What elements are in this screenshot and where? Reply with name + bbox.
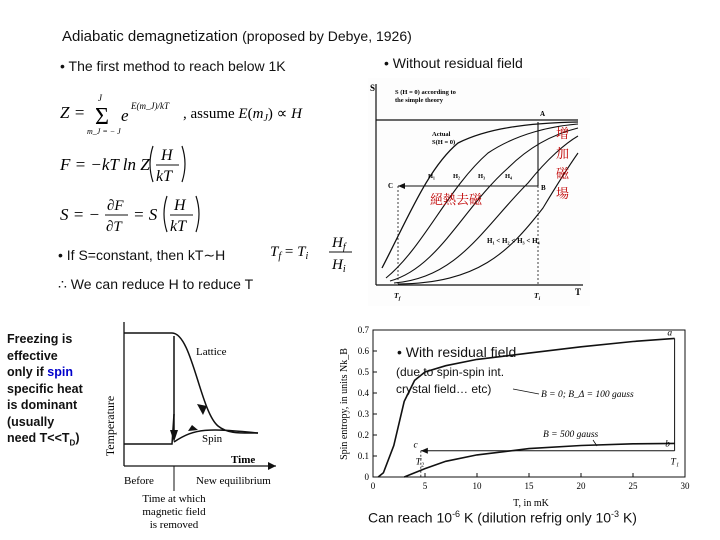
footer-note xyxy=(368,509,637,526)
label-actual-2: S(H = 0) xyxy=(432,139,456,146)
annotation-3: T₂ xyxy=(415,457,425,468)
label-removed-1: Time at which xyxy=(142,493,206,505)
adiabatic-arrowhead xyxy=(421,448,428,454)
freeze-subscript: D xyxy=(69,438,76,448)
label-h2: H₂ xyxy=(453,173,461,180)
footer-part-2: K (dilution refrig only 10 xyxy=(460,509,612,526)
footer-part-3: K) xyxy=(619,509,637,526)
freeze-line-2: effective xyxy=(7,348,58,363)
label-h1: H₁ xyxy=(428,173,436,180)
series-label-1: B = 500 gauss xyxy=(543,430,599,440)
eq-tf xyxy=(268,228,368,278)
y-tick-label-2: 0.2 xyxy=(357,430,369,440)
freeze-line-7-main: need T<<T xyxy=(7,431,70,445)
label-simple-theory-2: the simple theory xyxy=(395,97,444,104)
eq-z-assume: , assume $E(m_J) \propto H$ xyxy=(183,106,302,124)
freeze-closing: ) xyxy=(75,431,80,445)
x-tick-label-3: 15 xyxy=(524,481,534,491)
footer-part-1: Can reach 10 xyxy=(368,509,453,526)
y-tick-label-5: 0.5 xyxy=(357,367,369,377)
entropy-diagram-figure xyxy=(368,78,590,306)
spin-entropy-chart xyxy=(335,322,700,520)
spin-curve-pre xyxy=(124,414,174,444)
annotation-2: c xyxy=(413,440,418,451)
eq-z-e: e xyxy=(121,106,129,125)
x-tick-label-6: 30 xyxy=(680,481,690,491)
label-increase-4: 場 xyxy=(556,186,570,201)
eq-s-kt: kT xyxy=(170,218,186,235)
eq-s-lhs: S = − xyxy=(60,205,100,224)
y-tick-label-1: 0.1 xyxy=(357,451,369,461)
eq-s-h: H xyxy=(174,197,186,214)
chart-xlabel: T, in mK xyxy=(513,498,549,509)
title-subtitle: (proposed by Debye, 1926) xyxy=(242,28,412,44)
chart-ylabel: Spin entropy, in units Nk_B xyxy=(339,348,350,460)
therefore-line: ∴ We can reduce H to reduce T xyxy=(58,276,254,292)
annotation-4: T₁ xyxy=(670,457,680,468)
x-tick-label-4: 20 xyxy=(576,481,586,491)
label-c: C xyxy=(388,182,394,190)
eq-z-exp: E(m_J)/kT xyxy=(131,101,169,111)
x-tick-label-0: 0 xyxy=(370,481,376,491)
temp-ylabel: Temperature xyxy=(103,395,117,457)
label-a: A xyxy=(540,110,546,118)
y-tick-label-7: 0.7 xyxy=(357,325,369,335)
y-tick-label-0: 0 xyxy=(364,472,369,482)
label-removed-2: magnetic field xyxy=(142,506,206,518)
y-tick-label-6: 0.6 xyxy=(357,346,369,356)
label-actual: Actual xyxy=(432,131,451,138)
lattice-curve xyxy=(124,333,258,433)
eq-z-sigma: Σ xyxy=(95,104,109,130)
x-tick-label-1: 5 xyxy=(422,481,428,491)
eq-f-num: H xyxy=(161,147,173,164)
label-time: Time xyxy=(231,454,256,466)
eq-s-num: ∂F xyxy=(107,198,124,214)
label-order: H₁ < H₂ < H₃ < H₄ xyxy=(487,237,540,245)
caption-without-residual: • Without residual field xyxy=(384,55,523,71)
x-tick-label-5: 25 xyxy=(628,481,638,491)
svg-text:Tf = Ti: $T_f = T_i$ xyxy=(270,244,309,262)
y-tick-label-4: 0.4 xyxy=(357,388,369,398)
eq-f-den: kT xyxy=(156,168,172,185)
freeze-blue-word: spin xyxy=(47,365,73,379)
temperature-time-figure xyxy=(100,316,292,538)
eq-z-sum-top: J xyxy=(98,93,102,103)
label-removed-3: is removed xyxy=(149,519,199,531)
svg-text:Hf: $H_f$ xyxy=(332,235,346,253)
eq-z-lhs: Z = xyxy=(60,103,86,122)
label-h4: H₄ xyxy=(505,173,513,180)
freeze-line-7 xyxy=(7,430,97,452)
series-label-0: B = 0; B_Δ = 100 gauss xyxy=(541,390,634,400)
freeze-line-4: specific heat xyxy=(7,381,83,396)
label-adiabatic-chinese: 絕熱去磁 xyxy=(430,192,483,207)
eq-z-sum-bottom: m_J = − J xyxy=(87,127,121,136)
label-spin: Spin xyxy=(202,433,223,445)
label-lattice: Lattice xyxy=(196,346,227,358)
title-main: Adiabatic demagnetization xyxy=(62,28,238,45)
label-b: B xyxy=(541,184,546,192)
label-simple-theory: S (H = 0) according to xyxy=(395,89,456,96)
eq-s-rhs: = S xyxy=(133,205,158,224)
eq-s-den: ∂T xyxy=(106,219,122,235)
footer-exp-2: -3 xyxy=(611,509,620,519)
freeze-line-6: (usually xyxy=(7,414,55,429)
caption-with-residual: • With residual field xyxy=(397,344,517,360)
annotation-1: b xyxy=(665,439,670,450)
label-increase-1: 增 xyxy=(556,126,570,141)
eq-f-lhs: F = −kT ln Z xyxy=(60,155,150,174)
label-increase-3: 磁 xyxy=(556,166,570,181)
freezing-note xyxy=(7,331,97,452)
freeze-line-3: only if spin xyxy=(7,365,73,379)
bullet-constant-s: • If S=constant, then kT∼H xyxy=(58,247,226,263)
label-new-equilibrium: New equilibrium xyxy=(196,475,271,487)
bullet-first-method: • The first method to reach below 1K xyxy=(60,58,286,74)
freeze-line-5: is dominant xyxy=(7,398,78,412)
series-line-1 xyxy=(404,440,674,477)
label-before: Before xyxy=(124,475,154,487)
footer-exp-1: -6 xyxy=(452,509,461,519)
x-tick-label-2: 10 xyxy=(472,481,482,491)
annotation-0: a xyxy=(667,328,673,339)
y-tick-label-3: 0.3 xyxy=(357,409,369,419)
label-t: T xyxy=(575,287,582,297)
residual-note: (due to spin-spin int. crystal field… etc) xyxy=(396,365,505,396)
label-increase-2: 加 xyxy=(556,146,570,161)
label-s: S xyxy=(370,83,376,93)
label-ti: $T_i$ xyxy=(534,291,541,302)
label-h3: H₃ xyxy=(478,173,486,180)
svg-text:Hi: $H_i$ xyxy=(332,257,346,275)
page-title xyxy=(62,28,412,45)
equation-block xyxy=(55,88,355,238)
label-tf: $T_f$ xyxy=(394,291,401,302)
freeze-line-1: Freezing is xyxy=(7,332,73,346)
